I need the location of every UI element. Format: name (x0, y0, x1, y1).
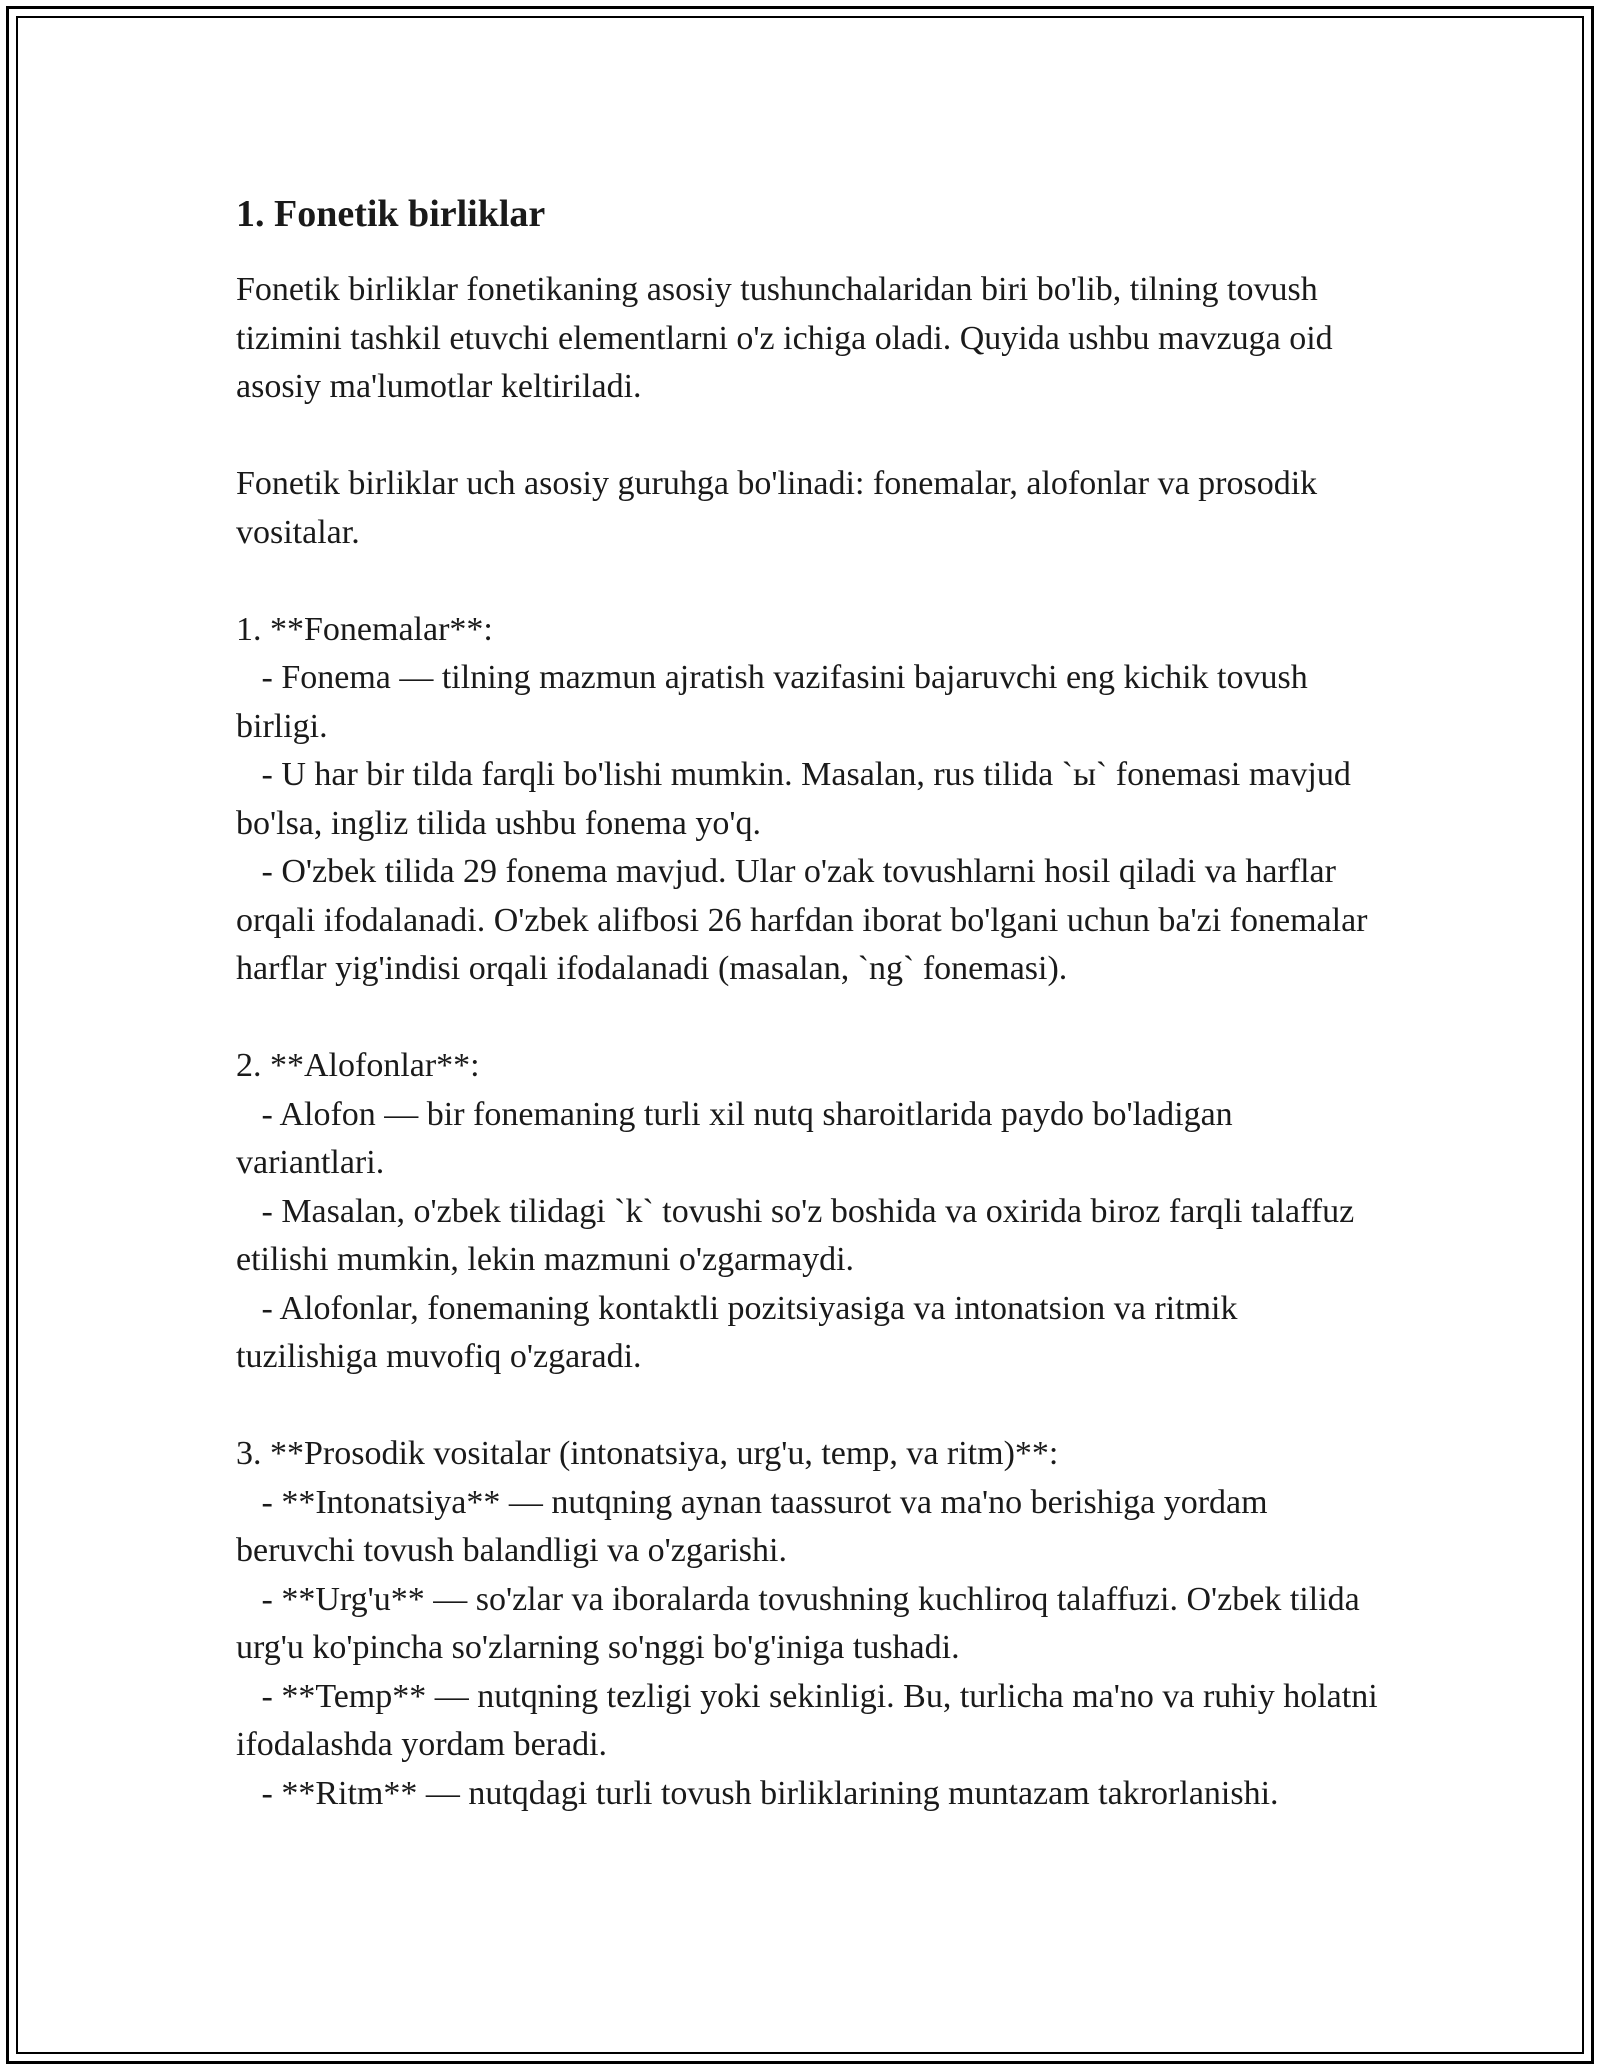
document-body: Fonetik birliklar fonetikaning asosiy tushunchalaridan biri bo'lib, tilning tovush tizimini tashkil etuvchi elementlarni o'z ichiga oladi. Quyida ushbu mavzuga oid asosiy ma'lumotlar keltiriladi. Fonetik birliklar uch asosiy guruhga bo'linadi: fonemalar, alofonlar va prosodik vositalar. 1. **Fonemalar**: - Fonema — tilning mazmun ajratish vazifasini bajaruvchi eng kichik tovush birligi. - U har bir tilda farqli bo'lishi mumkin. Masalan, rus tilida `ы` fonemasi mavjud bo'lsa, ingliz tilida ushbu fonema yo'q. - O'zbek tilida 29 fonema mavjud. Ular o'zak tovushlarni hosil qiladi va harflar orqali ifodalanadi. O'zbek alifbosi 26 harfdan iborat bo'lgani uchun ba'zi fonemalar harflar yig'indisi orqali ifodalanadi (masalan, `ng` fonemasi). 2. **Alofonlar**: - Alofon — bir fonemaning turli xil nutq sharoitlarida paydo bo'ladigan variantlari. - Masalan, o'zbek tilidagi `k` tovushi so'z boshida va oxirida biroz farqli talaffuz etilishi mumkin, lekin mazmuni o'zgarmaydi. - Alofonlar, fonemaning kontaktli pozitsiyasiga va intonatsion va ritmik tuzilishiga muvofiq o'zgaradi. 3. **Prosodik vositalar (intonatsiya, urg'u, temp, va ritm)**: - **Intonatsiya** — nutqning aynan taassurot va ma'no berishiga yordam beruvchi tovush balandligi va o'zgarishi. - **Urg'u** — so'zlar va iboralarda tovushning kuchliroq talaffuzi. O'zbek tilida urg'u ko'pincha so'zlarning so'nggi bo'g'iniga tushadi. - **Temp** — nutqning tezligi yoki sekinligi. Bu, turlicha ma'no va ruhiy holatni ifodalashda yordam beradi. - **Ritm** — nutqdagi turli tovush birliklarining muntazam takrorlanishi. (236, 271, 1378, 1812)
document-content (236, 188, 1386, 1818)
document-title: 1. Fonetik birliklar (236, 193, 546, 235)
